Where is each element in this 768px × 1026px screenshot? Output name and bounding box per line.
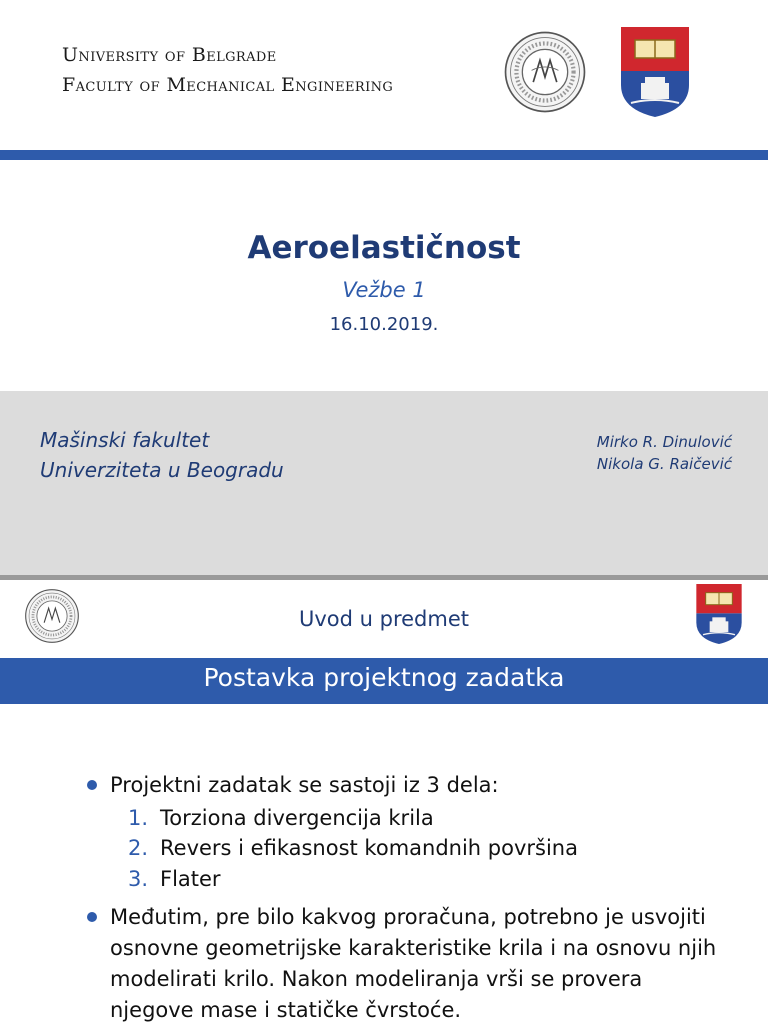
item-text: Revers i efikasnost komandnih površina: [160, 836, 578, 860]
item-number: 1.: [128, 806, 149, 830]
slide-subtitle: Vežbe 1: [342, 278, 426, 302]
frame-title: Postavka projektnog zadatka: [203, 663, 565, 692]
bullet-item: [110, 902, 720, 1026]
slide-title: Aeroelastičnost: [247, 230, 521, 266]
bullet-dot-icon: [87, 780, 97, 790]
item-number: 3.: [128, 867, 149, 891]
university-crest-icon: [621, 27, 689, 117]
bullet-text: Projektni zadatak se sastoji iz 3 dela:: [110, 773, 499, 797]
university-crest-icon: [696, 584, 742, 644]
institute-line-1: Mašinski fakultet: [40, 428, 210, 452]
header-divider-bar: [0, 150, 768, 160]
item-text: Flater: [160, 867, 221, 891]
university-name: University of Belgrade: [62, 44, 277, 66]
section-title: Uvod u predmet: [299, 607, 469, 631]
bullet-dot-icon: [87, 912, 97, 922]
bullet-item: [110, 770, 499, 801]
numbered-item: [128, 867, 221, 891]
item-number: 2.: [128, 836, 149, 860]
numbered-item: [128, 836, 578, 860]
bullet-text: Međutim, pre bilo kakvog proračuna, potrebno je usvojiti osnovne geometrijske karakteristike krila i na osnovu njih modelirati krilo. Nakon modeliranja vrši se provera njegove mase i statičke čvrstoće.: [110, 905, 717, 1022]
slide-date: 16.10.2019.: [329, 314, 439, 335]
faculty-seal-icon: [503, 30, 587, 114]
author-2: Nikola G. Raičević: [596, 455, 732, 473]
numbered-item: [128, 806, 434, 830]
author-1: Mirko R. Dinulović: [596, 433, 732, 451]
item-text: Torziona divergencija krila: [160, 806, 434, 830]
institute-panel: [0, 391, 768, 575]
institute-line-2: Univerziteta u Beogradu: [40, 458, 284, 482]
faculty-name: Faculty of Mechanical Engineering: [62, 74, 394, 96]
